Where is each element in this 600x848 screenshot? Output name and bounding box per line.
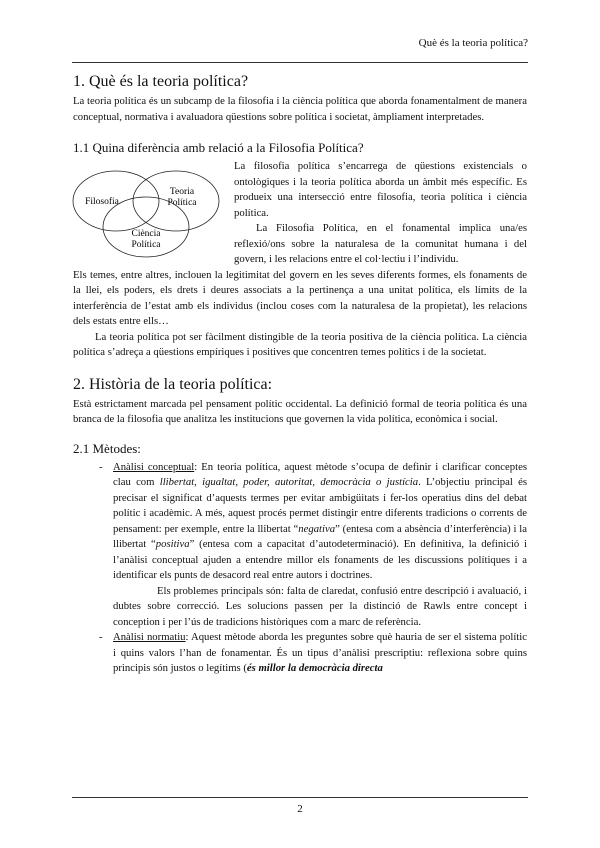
running-header: Què és la teoria política? — [418, 37, 528, 49]
section-2-heading: 2. Història de la teoria política: — [73, 375, 273, 393]
term-positiva: positiva — [155, 538, 190, 550]
section-2-body: Està estrictament marcada pel pensament polític occidental. La definició formal de teoria política és una branca de la filosofia que analitza les institucions que governen la vida política, econòmica i social. — [73, 397, 527, 425]
method-text: . L’objectiu principal és precisar el significat d’aquests termes per evitar ambigüitats i fer-los operatius dins del debat polític i acadèmic. A més, aquest procés permet distingir entre diferents tradicions o corrents de pensament: per exemple, entre la llibertat “ — [113, 476, 528, 535]
section-1-1-p4: La teoria política pot ser fàcilment distingible de la teoria positiva de la ciència política. La ciència política s’adreça a qüestions empíriques i positives que concentren temes polítics i de la societat. — [73, 330, 527, 358]
venn-label-teoria-politica: Política — [167, 198, 197, 208]
page-content — [73, 72, 527, 677]
section-1-body: La teoria política és un subcamp de la filosofia i la ciència política que aborda fonamentalment de manera conceptual, normativa i avaluadora qüestions sobre política i societat, àmpliament interpretades. — [73, 95, 527, 123]
method-item-normatiu — [99, 630, 527, 677]
method-label-conceptual: Anàlisi conceptual — [113, 460, 195, 473]
method-label-normatiu: Anàlisi normatiu — [113, 631, 186, 643]
venn-label-filosofia: Filosofia — [85, 197, 119, 207]
footer-rule — [72, 797, 528, 798]
key-concepts: llibertat, igualtat, poder, autoritat, democràcia o justícia — [159, 476, 419, 488]
section-1-heading: 1. Què és la teoria política? — [73, 73, 249, 90]
page-number: 2 — [297, 803, 303, 815]
method-text: ” (entesa com a absència d’interferència) i la llibertat “ — [113, 522, 528, 550]
venn-label-teoria: Teoria — [169, 187, 195, 197]
venn-label-ciencia: Ciència — [131, 229, 161, 239]
method-text: ” (entesa com a capacitat d’autodeterminació). En definitiva, la definició i l’anàlisi conceptual ajuden a entendre millor els fonaments de les discussions polítiques i a identificar els punts de desacord real entre autors i doctrines. — [113, 538, 527, 581]
section-1-1-p2: La Filosofia Política, en el fonamental implica una/es reflexió/ons sobre la naturalesa de la comunitat humana i del govern, i les relacions entre el col·lectiu i l’individu. — [234, 222, 527, 265]
header-rule — [72, 62, 528, 63]
methods-list — [99, 460, 527, 677]
method-item-conceptual — [99, 460, 527, 631]
method-text: : En teoria política, aquest mètode s’ocupa de definir i clarificar conceptes clau com — [113, 460, 527, 488]
term-negativa: negativa — [298, 522, 336, 535]
section-1-1-p3: Els temes, entre altres, inclouen la legitimitat del govern en les seves diferents formes, els fonaments de la llei, els poders, els drets i deures associats a la pertinença a una unitat política, els límits de la interferència de l’estat amb els individus (inclou coses com la naturalesa de la propietat), les relacions dels estats entre ells… — [73, 268, 527, 327]
method-conceptual-para2: Els problemes principals són: falta de claredat, confusió entre descripció i avaluació, i dubtes sobre correcció. Les solucions passen per la distinció de Rawls entre concept i conception i per l’ús de tradicions històriques com a marc de referència. — [113, 584, 527, 628]
italic-example: és millor la democràcia directa — [246, 662, 383, 674]
section-2-1-heading: 2.1 Mètodes: — [73, 440, 141, 456]
section-1-1-heading: 1.1 Quina diferència amb relació a la Filosofia Política? — [73, 140, 364, 155]
method-text: : Aquest mètode aborda les preguntes sobre què hauria de ser el sistema polític i quins valors l’han de fonamentar. És un tipus d’anàlisi prescriptiu: reflexiona sobre quins principis són justos o legítims ( — [113, 631, 527, 674]
venn-diagram — [70, 163, 228, 259]
venn-label-ciencia-politica: Política — [131, 240, 161, 250]
section-1-1-p1: La filosofia política s’encarrega de qüestions existencials o ontològiques i la teoria política aborda un àmbit més específic. Es produeix una intersecció entre filosofia, teoria política i ciència política. — [234, 160, 527, 219]
